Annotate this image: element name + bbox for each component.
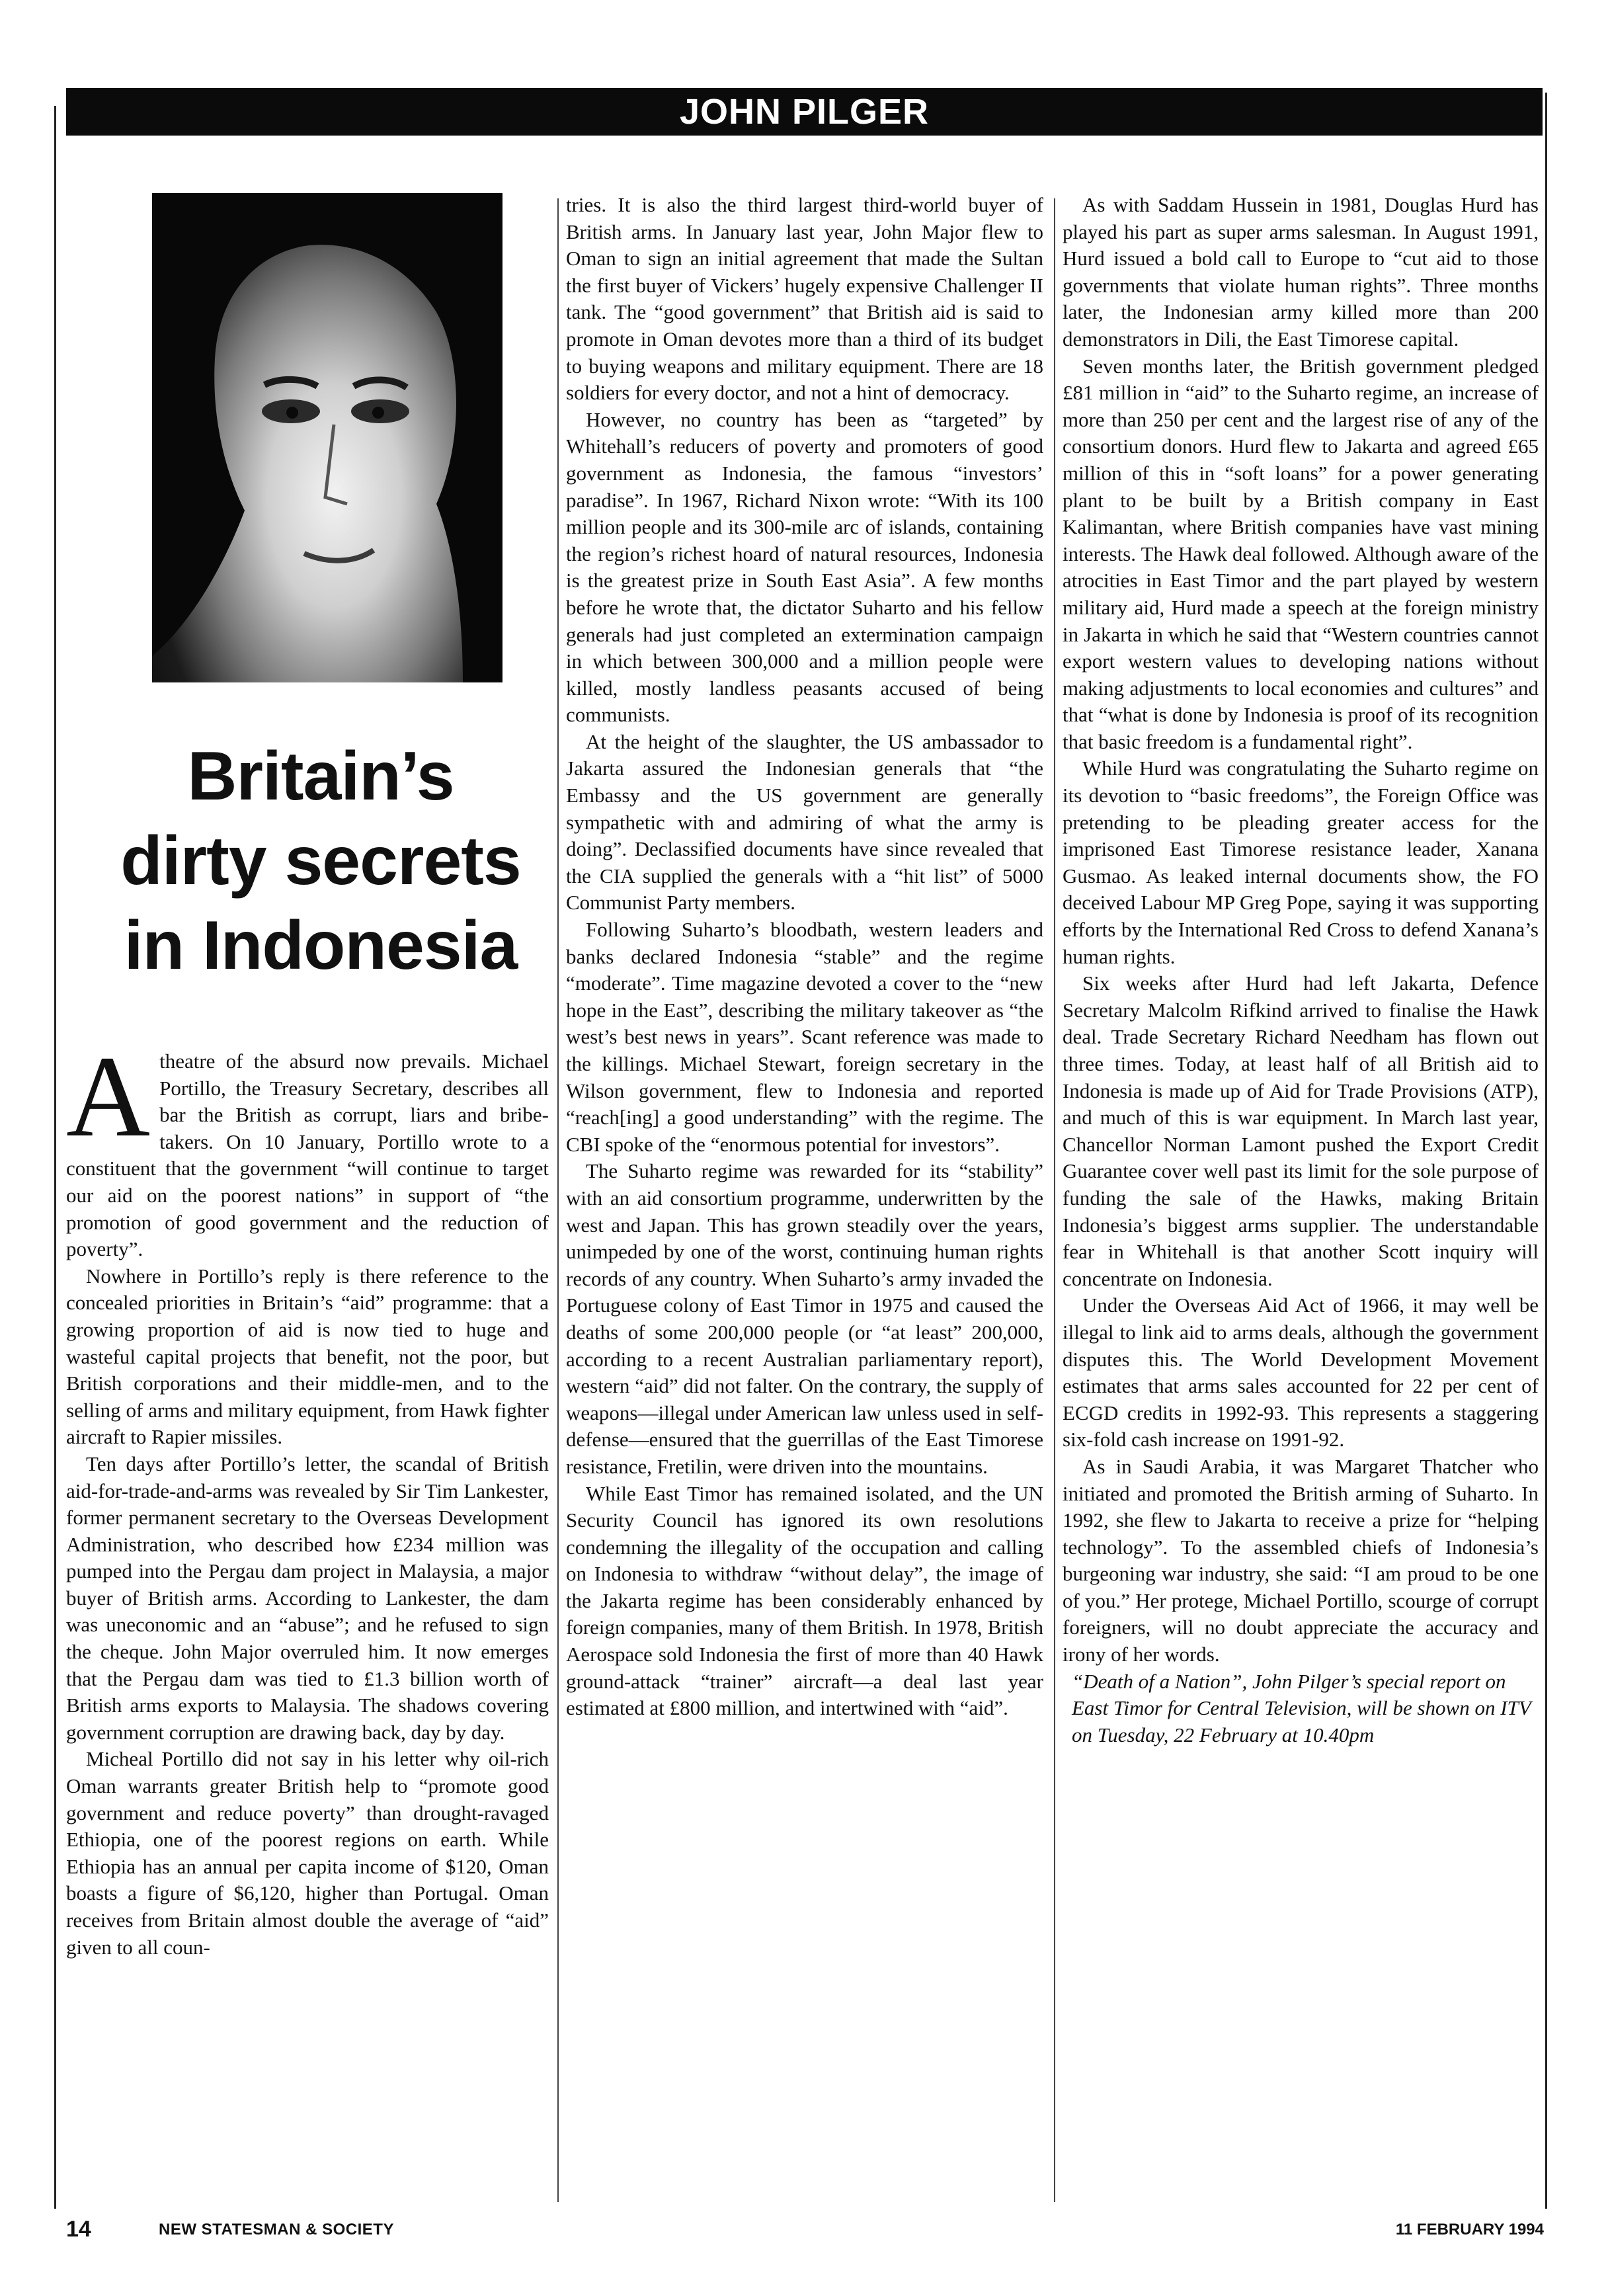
right-margin-rule (1545, 93, 1547, 2209)
headline-line: Britain’s (187, 738, 454, 815)
article-paragraph: Nowhere in Portillo’s reply is there reference to the concealed priorities in Britain’s “aid” programme: that a growing proportion of aid is now tied to huge and wasteful capital projects that benefit, not the poor, but British corporations and their middle-men, and to the selling of arms and military equipment, from Hawk fighter aircraft to Rapier missiles. (66, 1264, 549, 1449)
article-paragraph: As with Saddam Hussein in 1981, Douglas Hurd has played his part as super arms salesman. In August 1991, Hurd issued a bold call to Europe to “cut aid to those governments that violate human rights”. Three months later, the Indonesian army killed more than 200 demonstrators in Dili, the East Timorese capital. (1063, 193, 1539, 350)
publication-name: NEW STATESMAN & SOCIETY (159, 2221, 394, 2238)
left-margin-rule (54, 106, 56, 2209)
author-banner: JOHN PILGER (66, 88, 1543, 136)
portrait-image (152, 193, 502, 682)
article-paragraph: Ten days after Portillo’s letter, the scandal of British aid-for-trade-and-arms was revealed by Sir Tim Lankester, former permanent secretary to the Overseas Development Administration, who described how £234 million was pumped into the Pergau dam project in Malaysia, a major buyer of British arms. According to Lankester, the dam was uneconomic and an “abuse”; and he refused to sign the cheque. John Major overruled him. It now emerges that the Pergau dam was tied to £1.3 billion worth of British arms exports to Malaysia. The shadows covering government corruption are drawing back, day by day. (66, 1452, 549, 1744)
page-number: 14 (66, 2217, 91, 2242)
headline-line: in Indonesia (124, 907, 518, 984)
article-column-2 (566, 192, 1043, 1722)
article-column-3 (1063, 192, 1539, 1748)
drop-cap: A (66, 1032, 151, 1161)
article-paragraph: The Suharto regime was rewarded for its “stability” with an aid consortium programme, underwritten by the west and Japan. This has grown steadily over the years, unimpeded by one of the worst, continuing human rights records of any country. When Suharto’s army invaded the Portuguese colony of East Timor in 1975 and caused the deaths of some 200,000 people (or “at least” 200,000, according to a recent Australian parliamentary report), western “aid” did not falter. On the contrary, the supply of weapons—illegal under American law unless used in self-defense—ensured that the guerrillas of the East Timorese resistance, Fretilin, were driven into the mountains. (566, 1159, 1043, 1478)
article-paragraph: Six weeks after Hurd had left Jakarta, Defence Secretary Malcolm Rifkind arrived to finalise the Hawk deal. Trade Secretary Richard Needham has flown out three times. Today, at least half of all British aid to Indonesia is made up of Aid for Trade Provisions (ATP), and much of this is war equipment. In March last year, Chancellor Norman Lamont pushed the Export Credit Guarantee cover well past its limit for the sole purpose of funding the sale of the Hawks, making Britain Indonesia’s biggest arms supplier. The understandable fear in Whitehall is that another Scott inquiry will concentrate on Indonesia. (1063, 971, 1539, 1290)
tv-programme-note: “Death of a Nation”, John Pilger’s special report on East Timor for Central Television, will be shown on ITV on Tuesday, 22 February at 10.40pm (1072, 1669, 1531, 1746)
article-paragraph: However, no country has been as “targeted” by Whitehall’s reducers of poverty and promoters of good government as Indonesia, the famous “investors’ paradise”. In 1967, Richard Nixon wrote: “With its 100 million people and its 300-mile arc of islands, containing the region’s richest hoard of natural resources, Indonesia is the greatest prize in South East Asia”. A few months before he wrote that, the dictator Suharto and his fellow generals had just completed an extermination campaign in which between 300,000 and a million people were killed, mostly landless peasants accused of being communists. (566, 407, 1043, 727)
article-paragraph: While East Timor has remained isolated, and the UN Security Council has ignored its own resolutions condemning the illegality of the occupation and calling on Indonesia to withdraw “without delay”, the image of the Jakarta regime has been considerably enhanced by foreign companies, many of them British. In 1978, British Aerospace sold Indonesia the first of more than 40 Hawk ground-attack “trainer” aircraft—a deal last year estimated at £800 million, and intertwined with “aid”. (566, 1481, 1043, 1720)
article-headline (93, 734, 549, 988)
column-rule (557, 198, 559, 2202)
article-paragraph: Following Suharto’s bloodbath, western leaders and banks declared Indonesia “stable” and the regime “moderate”. Time magazine devoted a cover to the “new hope in the East”, describing the military takeover as “the west’s best news in years”. Scant reference was made to the killings. Michael Stewart, foreign secretary in the Wilson government, flew to Indonesia and reported “reach[ing] a good understanding” with the regime. The CBI spoke of the “enormous potential for investors”. (566, 918, 1043, 1156)
article-paragraph: Micheal Portillo did not say in his letter why oil-rich Oman warrants greater British help to “promote good government and reduce poverty” than drought-ravaged Ethiopia, one of the poorest regions on earth. While Ethiopia has an annual per capita income of $120, Oman boasts a figure of $6,120, higher than Portugal. Oman receives from Britain almost double the average of “aid” given to all coun- (66, 1747, 549, 1959)
article-paragraph: As in Saudi Arabia, it was Margaret Thatcher who initiated and promoted the British arming of Suharto. In 1992, she flew to Jakarta to receive a prize for “helping technology”. To the assembled chiefs of Indonesia’s burgeoning war industry, she said: “I am proud to be one of you.” Her protege, Michael Portillo, scourge of corrupt foreigners, will no doubt appreciate the accuracy and irony of her words. (1063, 1454, 1539, 1666)
article-paragraph: While Hurd was congratulating the Suharto regime on its devotion to “basic freedoms”, the Foreign Office was pretending to be pleading greater access for the imprisoned East Timorese resistance leader, Xanana Gusmao. As leaked internal documents show, the FO deceived Labour MP Greg Pope, saying it was supporting efforts by the International Red Cross to defend Xanana’s human rights. (1063, 757, 1539, 968)
article-paragraph: At the height of the slaughter, the US ambassador to Jakarta assured the Indonesian generals that “the Embassy and the US government are generally sympathetic with and admiring of what the army is doing”. Declassified documents have since revealed that the CIA supplied the generals with a “hit list” of 5000 Communist Party members. (566, 729, 1043, 915)
article-paragraph (66, 1032, 549, 1263)
column-rule (1054, 198, 1055, 2202)
article-column-1 (66, 1032, 549, 1961)
issue-date: 11 FEBRUARY 1994 (1395, 2221, 1544, 2238)
article-paragraph: Seven months later, the British government pledged £81 million in “aid” to the Suharto regime, an increase of more than 250 per cent and the largest rise of any of the consortium donors. Hurd flew to Jakarta and agreed £65 million of this in “soft loans” for a power generating plant to be built by a British company in East Kalimantan, where British companies have vast mining interests. The Hawk deal followed. Although aware of the atrocities in East Timor and the part played by western military aid, Hurd made a speech at the foreign ministry in Jakarta in which he said that “Western countries cannot export western values to developing nations without making adjustments to local economies and cultures” and that “what is done by Indonesia is proof of its recognition that basic freedom is a fundamental right”. (1063, 354, 1539, 753)
article-paragraph: tries. It is also the third largest third-world buyer of British arms. In January last year, John Major flew to Oman to sign an initial agreement that made the Sultan the first buyer of Vickers’ hugely expensive Challenger II tank. The “good government” that British aid is said to promote in Oman devotes more than a third of its budget to buying weapons and military equipment. There are 18 soldiers for every doctor, and not a hint of democracy. (566, 193, 1043, 405)
author-portrait (152, 193, 502, 682)
article-paragraph: Under the Overseas Aid Act of 1966, it may well be illegal to link aid to arms deals, although the government disputes this. The World Development Movement estimates that arms sales accounted for 22 per cent of ECGD credits in 1992-93. This represents a staggering six-fold cash increase on 1991-92. (1063, 1293, 1539, 1452)
paragraph-text: theatre of the absurd now prevails. Michael Portillo, the Treasury Secretary, describes all bar the British as corrupt, liars and bribe-takers. On 10 January, Portillo wrote to a constituent that the government “will continue to target our aid on the poorest nations” in support of “the promotion of good government and the reduction of poverty”. (66, 1049, 549, 1261)
headline-line: dirty secrets (120, 823, 521, 899)
